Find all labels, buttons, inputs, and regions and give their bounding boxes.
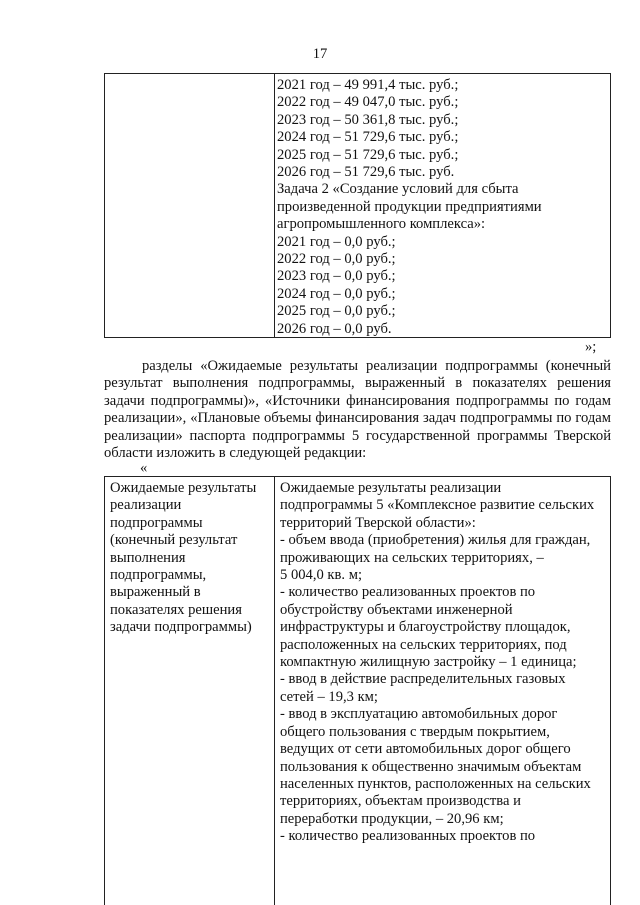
results-label-line: подпрограммы: [110, 514, 203, 531]
results-label-cell: [110, 480, 270, 637]
financing-line: 2021 год – 49 991,4 тыс. руб.;: [277, 77, 459, 93]
financing-line: 2026 год – 51 729,6 тыс. руб.: [277, 164, 455, 181]
financing-line: агропромышленного комплекса»:: [277, 216, 486, 233]
financing-line: 2024 год – 0,0 руб.;: [277, 285, 396, 302]
results-value-line: 5 004,0 кв. м;: [280, 567, 362, 584]
results-value-line: переработки продукции, – 20,96 км;: [280, 810, 504, 827]
financing-line: 2026 год – 0,0 руб.: [277, 320, 392, 337]
results-value-line: подпрограммы 5 «Комплексное развитие сельских: [280, 497, 595, 514]
results-value-line: - объем ввода (приобретения) жилья для граждан,: [280, 532, 591, 549]
financing-line: 2023 год – 50 361,8 тыс. руб.;: [277, 111, 459, 128]
financing-values-cell: [277, 77, 607, 338]
column-divider: [274, 74, 275, 337]
results-value-line: - количество реализованных проектов по: [280, 828, 536, 845]
financing-line: Задача 2 «Создание условий для сбыта: [277, 181, 519, 198]
results-label-line: выраженный в: [110, 584, 201, 601]
financing-line: 2021 год – 0,0 руб.;: [277, 233, 396, 250]
results-value-line: пользования к общественно значимым объектам: [280, 758, 582, 775]
results-value-line: расположенных на сельских территориях, под: [280, 636, 567, 653]
opening-quote: «: [140, 460, 148, 476]
results-label-line: выполнения: [110, 549, 186, 566]
results-label-line: Ожидаемые результаты: [110, 480, 257, 496]
results-value-line: - ввод в эксплуатацию автомобильных дорог: [280, 706, 558, 723]
results-value-line: общего пользования с твердым покрытием,: [280, 723, 550, 740]
page-number: 17: [312, 46, 328, 62]
results-value-line: - ввод в действие распределительных газовых: [280, 671, 566, 688]
expected-results-table: [104, 476, 611, 905]
paragraph-text: разделы «Ожидаемые результаты реализации подпрограммы (конечный результат выполнения подпрограммы, выраженный в показателях решения задачи подпрограммы)», «Источники финансирования подпрограммы по годам реализации», «Плановые объемы финансирования задач подпрограммы по годам реализации» паспорта подпрограммы 5 государственной программы Тверской области изложить в следующей редакции:: [104, 358, 611, 462]
financing-line: 2024 год – 51 729,6 тыс. руб.;: [277, 129, 459, 146]
results-value-line: инфраструктуры и благоустройству площадок,: [280, 619, 571, 636]
results-value-line: территориях, объектам производства и: [280, 793, 521, 810]
results-value-line: сетей – 19,3 км;: [280, 688, 378, 705]
financing-line: 2022 год – 0,0 руб.;: [277, 251, 396, 268]
column-divider: [274, 477, 275, 905]
financing-table: [104, 73, 611, 338]
financing-line: произведенной продукции предприятиями: [277, 198, 542, 215]
results-value-line: проживающих на сельских территориях, –: [280, 549, 544, 566]
results-label-line: задачи подпрограммы): [110, 619, 252, 636]
results-value-line: территорий Тверской области»:: [280, 514, 476, 531]
results-value-line: населенных пунктов, расположенных на сельских: [280, 775, 591, 792]
results-label-line: реализации: [110, 497, 182, 514]
results-label-line: (конечный результат: [110, 532, 238, 549]
financing-line: 2022 год – 49 047,0 тыс. руб.;: [277, 94, 459, 111]
results-value-line: компактную жилищную застройку – 1 единица;: [280, 654, 577, 671]
results-value-line: ведущих от сети автомобильных дорог общего: [280, 741, 571, 758]
financing-line: 2023 год – 0,0 руб.;: [277, 268, 396, 285]
closing-quote: »;: [585, 339, 597, 355]
body-paragraph: [104, 358, 611, 462]
results-value-line: обустройству объектами инженерной: [280, 601, 513, 618]
results-label-line: показателях решения: [110, 601, 242, 618]
results-value-line: Ожидаемые результаты реализации: [280, 480, 502, 496]
financing-line: 2025 год – 51 729,6 тыс. руб.;: [277, 146, 459, 163]
results-values-cell: [280, 480, 610, 846]
financing-line: 2025 год – 0,0 руб.;: [277, 303, 396, 320]
results-value-line: - количество реализованных проектов по: [280, 584, 536, 601]
results-label-line: подпрограммы,: [110, 567, 207, 584]
